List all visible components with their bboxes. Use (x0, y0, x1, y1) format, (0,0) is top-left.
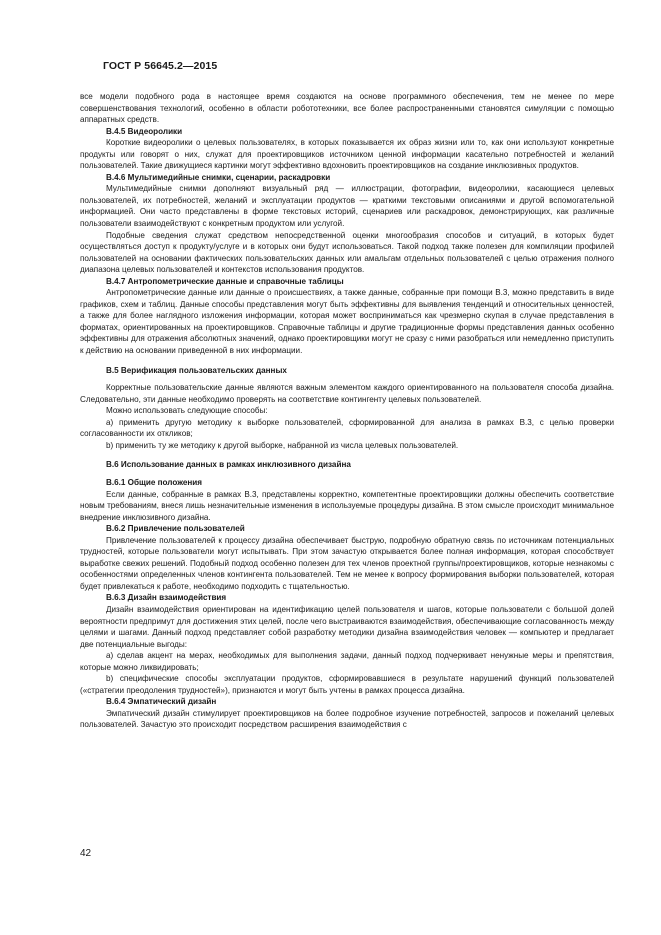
paragraph: Дизайн взаимодействия ориентирован на идентификацию целей пользователя и шагов, которые пользователи с большой долей вероятности предпримут для достижения этих целей, после чего выстраиваются взаимодействия, обеспечивающие согласованность между целями и шагами. Данный подход представляет собой разработку методики дизайна взаимодействия человек — компьютер и предлагает две потенциальные выгоды: (80, 604, 614, 649)
section-heading: В.6.1 Общие положения (106, 477, 203, 487)
section-heading: В.4.7 Антропометрические данные и справочные таблицы (106, 276, 344, 286)
paragraph: Эмпатический дизайн стимулирует проектировщиков на более подробное изучение потребностей, запросов и пожеланий целевых пользователей. Зачастую это происходит посредством расширения взаимодействия с (80, 708, 614, 730)
list-item: a) сделав акцент на мерах, необходимых для выполнения задачи, данный подход подчеркивает ненужные меры и препятствия, которые можно ликвидировать; (80, 651, 614, 672)
paragraph: Если данные, собранные в рамках В.3, представлены корректно, компетентные проектировщики должны обеспечить соответствие новым требованиям, внеся лишь незначительные изменения в используемые процедуры дизайна. В этом смысле происходит минимальное внедрение инклюзивного дизайна. (80, 489, 614, 522)
section-heading: В.6 Использование данных в рамках инклюзивного дизайна (106, 460, 351, 470)
standard-header: ГОСТ Р 56645.2—2015 (103, 60, 218, 72)
paragraph: Корректные пользовательские данные являются важным элементом каждого ориентированного на пользователя способа дизайна. Следовательно, эти данные необходимо проверять на соответствие контингенту целевых пользователей. (80, 383, 614, 404)
section-heading: В.5 Верификация пользовательских данных (106, 365, 287, 375)
section-heading: В.6.4 Эмпатический дизайн (106, 697, 217, 707)
list-item: b) специфические способы эксплуатации продуктов, сформировавшиеся в результате нарушений функций пользователей («стратегии преодоления трудностей»), признаются и могут быть учтены в рамках процесса дизайна. (80, 674, 614, 695)
paragraph: Привлечение пользователей к процессу дизайна обеспечивает быструю, подробную обратную связь по источникам потенциальных трудностей, которые пользователи могут испытывать. При этом зачастую открывается более полная информация, которая способствует выработке свежих решений. Подобный подход особенно полезен для тех членов проектной группы/проектировщиков, которые незнакомы с особенностями определенных членов контингента пользователей. Тем не менее к вопросу формирования выборки пользователей, которая будет привлекаться к работе, необходимо подходить с тщательностью. (80, 535, 614, 591)
paragraph: Можно использовать следующие способы: (106, 406, 268, 416)
section-heading: В.4.6 Мультимедийные снимки, сценарии, раскадровки (106, 172, 331, 182)
section-heading: В.6.3 Дизайн взаимодействия (106, 593, 227, 603)
paragraph: Мультимедийные снимки дополняют визуальный ряд — иллюстрации, фотографии, видеоролики, касающиеся целевых пользователей, их потребностей, желаний и эксплуатации продуктов — краткими текстовыми описаниями и другой вспомогательной информацией. Они часто представлены в форме текстовых историй, сценариев или раскадровок, демонстрирующих, как различные пользователи взаимодействуют с конкретным продуктом или услугой. (80, 184, 614, 229)
list-item: b) применить ту же методику к другой выборке, набранной из числа целевых пользователей. (106, 440, 459, 450)
page-number: 42 (80, 848, 92, 859)
paragraph: все модели подобного рода в настоящее время создаются на основе программного обеспечения, тем не менее по мере совершенствования технологий, особенно в области робототехники, все более распространенными становятся симуляции с помощью аппаратных средств. (80, 92, 614, 125)
section-heading: В.6.2 Привлечение пользователей (106, 524, 245, 534)
list-item: a) применить другую методику к выборке пользователей, сформированной для анализа в рамках В.3, с целью проверки согласованности их откликов; (80, 417, 614, 439)
paragraph: Короткие видеоролики о целевых пользователях, в которых показывается их образ жизни или то, как они используют конкретные продукты или говорят о них, служат для проектировщиков источником ценной информации касательно потребностей и желаний пользователей. Такие движущиеся картинки могут эффективно вдохновить проектировщиков на создание инклюзивных продуктов. (80, 138, 614, 171)
document-body (80, 91, 614, 731)
paragraph: Антропометрические данные или данные о происшествиях, а также данные, собранные при помощи В.3, можно представить в виде графиков, схем и таблиц. Данные способы представления могут быть эффективны для выявления тенденций и относительных ценностей, а также для более наглядного изложения информации, которая может восприниматься как чрезмерно скупая в случае представления в форматах, ориентированных на проектировщиков. Справочные таблицы и другие традиционные формы представления данных особенно эффективны для отражения абсолютных значений, однако проектировщики могут не сразу с ними разобраться или немедленно приступить к действию на основании приведенной в них информации. (80, 288, 614, 356)
section-heading: В.4.5 Видеоролики (106, 126, 183, 136)
paragraph: Подобные сведения служат средством непосредственной оценки многообразия способов и ситуаций, в которых будет осуществляться доступ к продукту/услуге и в которых они будут использоваться. Такой подход также полезен для компиляции профилей пользователей на основании фактических пользовательских данных или амальгам отдельных пользователей с целью отражения полного диапазона целевых пользователей и контекстов использования продуктов. (80, 230, 614, 275)
